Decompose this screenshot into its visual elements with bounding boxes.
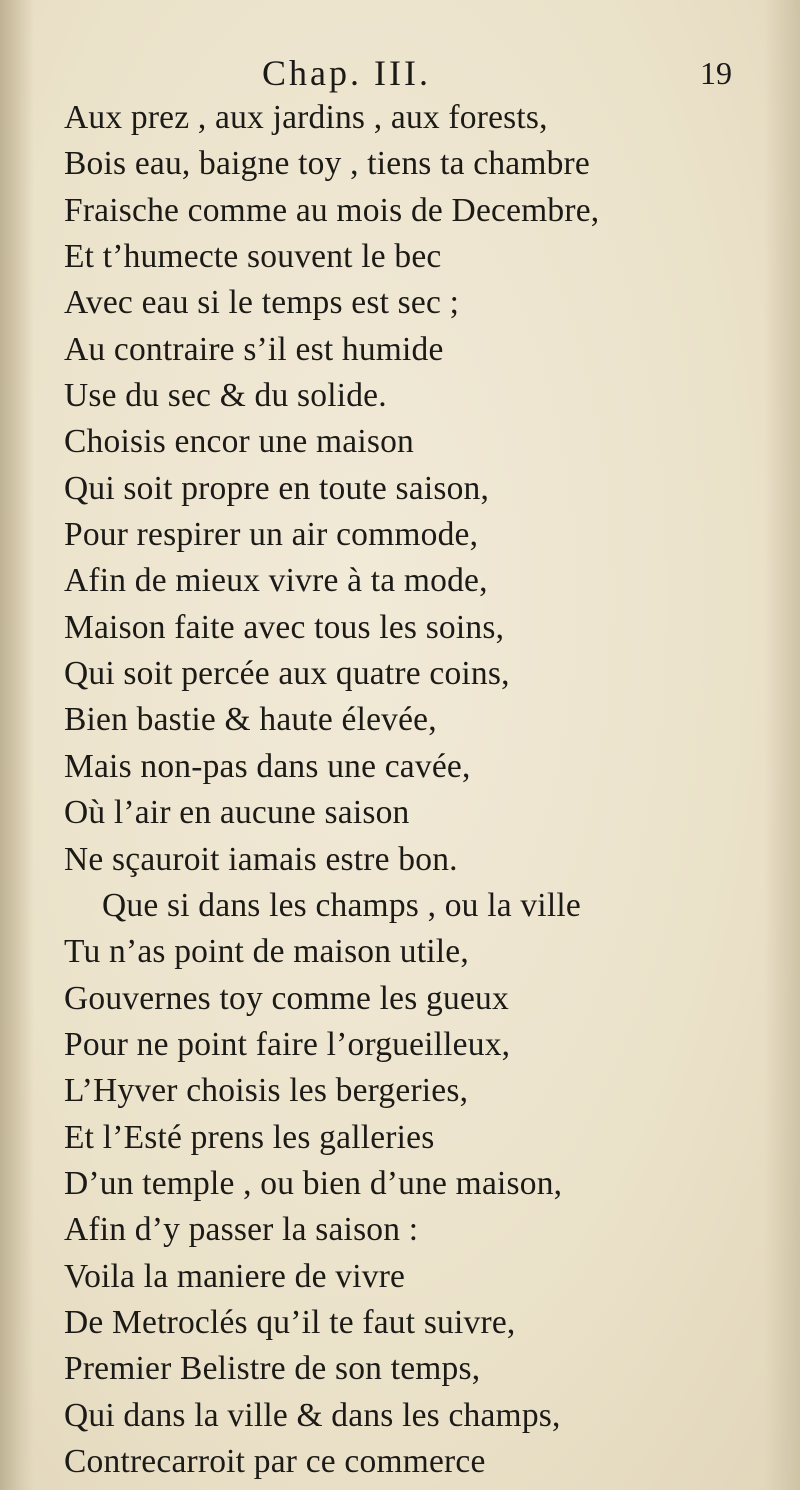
page-gutter-shadow — [0, 0, 34, 1490]
verse-line: Aux prez , aux jardins , aux forests, — [64, 99, 548, 136]
verse-line: L’Hyver choisis les bergeries, — [64, 1072, 469, 1110]
verse-line: Où l’air en aucune saison — [64, 794, 410, 832]
verse-line: D’un temple , ou bien d’une maison, — [64, 1164, 563, 1202]
verse-line: Tu n’as point de maison utile, — [64, 933, 469, 971]
verse-line: Et l’Esté prens les galleries — [64, 1118, 435, 1156]
page-edge-shadow — [764, 0, 800, 1490]
verse-line: De Metroclés qu’il te faut suivre, — [64, 1303, 516, 1341]
verse-line: Qui dans la ville & dans les champs, — [64, 1396, 561, 1434]
verse-line: Qui soit percée aux quatre coins, — [64, 655, 510, 693]
page-number: 19 — [700, 55, 732, 91]
verse-line: Bois eau, baigne toy , tiens ta chambre — [64, 145, 590, 183]
verse-line: Bien bastie & haute élevée, — [64, 701, 437, 739]
verse-line: Contrecarroit par ce commerce — [64, 1442, 486, 1480]
verse-line: Afin d’y passer la saison : — [64, 1211, 419, 1249]
verse-line: Premier Belistre de son temps, — [64, 1350, 481, 1388]
verse-line: Afin de mieux vivre à ta mode, — [64, 562, 488, 600]
verse-line: Mais non-pas dans une cavée, — [64, 747, 471, 785]
verse-line: Ne sçauroit iamais estre bon. — [64, 840, 458, 878]
verse-line-indented: Que si dans les champs , ou la ville — [102, 886, 581, 924]
verse-line: Qui soit propre en toute saison, — [64, 469, 490, 507]
poem-text — [64, 95, 764, 1485]
verse-line: Gouvernes toy comme les gueux — [64, 979, 509, 1017]
verse-line: Et t’humecte souvent le bec — [64, 238, 442, 276]
verse-line: Pour ne point faire l’orgueilleux, — [64, 1025, 511, 1063]
verse-line: Avec eau si le temps est sec ; — [64, 284, 460, 322]
verse-line: Maison faite avec tous les soins, — [64, 608, 505, 646]
verse-line: Use du sec & du solide. — [64, 377, 387, 415]
verse-line: Au contraire s’il est humide — [64, 330, 444, 368]
verse-line: Pour respirer un air commode, — [64, 516, 479, 554]
running-head — [0, 50, 800, 96]
chapter-title: Chap. III. — [262, 53, 431, 93]
verse-line: Voila la maniere de vivre — [64, 1257, 406, 1295]
verse-line: Choisis encor une maison — [64, 423, 414, 461]
verse-line: Fraische comme au mois de Decembre, — [64, 191, 600, 229]
